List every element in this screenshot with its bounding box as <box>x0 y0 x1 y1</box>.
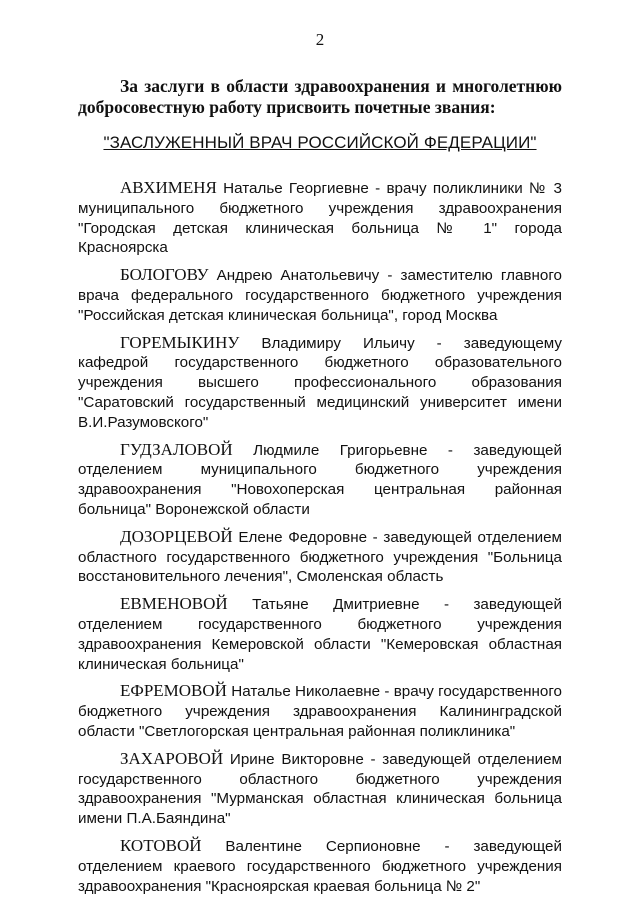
awardee-surname: ГУДЗАЛОВОЙ <box>120 439 233 459</box>
page-number: 2 <box>315 30 325 49</box>
decree-intro: За заслуги в области здравоохранения и многолетнюю добросовестную работу присвоить почетные звания: <box>78 76 562 117</box>
awardee-details: Елене Федоровне - заведующей отделением областного государственного бюджетного учреждения "Больница восстановительного лечения", Смоленская область <box>78 528 562 586</box>
honorary-title-heading: "ЗАСЛУЖЕННЫЙ ВРАЧ РОССИЙСКОЙ ФЕДЕРАЦИИ" <box>103 133 537 152</box>
awardee-details: Наталье Георгиевне - врачу поликлиники № 3 муниципального бюджетного учреждения здравоохранения "Городская детская клиническая больница № 1" города Красноярска <box>78 180 562 257</box>
awardee-surname: ДОЗОРЦЕВОЙ <box>120 526 233 546</box>
awardee-details: Татьяне Дмитриевне - заведующей отделением государственного бюджетного учреждения здравоохранения Кемеровской области "Кемеровская областная клиническая больница" <box>78 596 562 673</box>
awardee-entry <box>78 749 562 829</box>
awardee-surname: ГОРЕМЫКИНУ <box>120 332 240 352</box>
awardee-entry <box>78 836 562 896</box>
awardee-surname: ЕФРЕМОВОЙ <box>120 681 227 701</box>
awardee-surname: ЗАХАРОВОЙ <box>120 748 224 768</box>
awardee-entry <box>78 440 562 520</box>
awardee-details: Валентине Серпионовне - заведующей отделением краевого государственного бюджетного учреждения здравоохранения "Красноярская краевая больница № 2" <box>78 837 562 895</box>
awardee-details: Владимиру Ильичу - заведующему кафедрой государственного бюджетного образовательного учреждения высшего профессионального образования "Саратовский государственный медицинский университет имени В.И.Разумовского" <box>78 334 562 431</box>
awardee-surname: АВХИМЕНЯ <box>120 178 217 197</box>
awardee-details: Людмиле Григорьевне - заведующей отделением муниципального бюджетного учреждения здравоохранения "Новохоперская центральная районная больница" Воронежской области <box>78 441 562 518</box>
awardee-entry <box>78 527 562 587</box>
awardee-details: Андрею Анатольевичу - заместителю главного врача федерального государственного бюджетного учреждения "Российская детская клиническая больница", город Москва <box>78 267 562 324</box>
awardee-details: Наталье Николаевне - врачу государственного бюджетного учреждения здравоохранения Калининградской области "Светлогорская центральная районная поликлиника" <box>78 683 562 740</box>
awardee-entry <box>78 333 562 433</box>
awardee-entry <box>78 681 562 741</box>
awardee-entry <box>78 594 562 674</box>
awardee-surname: ЕВМЕНОВОЙ <box>120 594 228 614</box>
awardee-list <box>78 178 562 903</box>
awardee-surname: КОТОВОЙ <box>120 835 202 855</box>
awardee-details: Ирине Викторовне - заведующей отделением государственного областного бюджетного учреждения здравоохранения "Мурманская областная клиническая больница имени П.А.Баяндина" <box>78 750 562 828</box>
awardee-entry <box>78 178 562 258</box>
awardee-entry <box>78 265 562 325</box>
awardee-surname: БОЛОГОВУ <box>120 265 209 285</box>
